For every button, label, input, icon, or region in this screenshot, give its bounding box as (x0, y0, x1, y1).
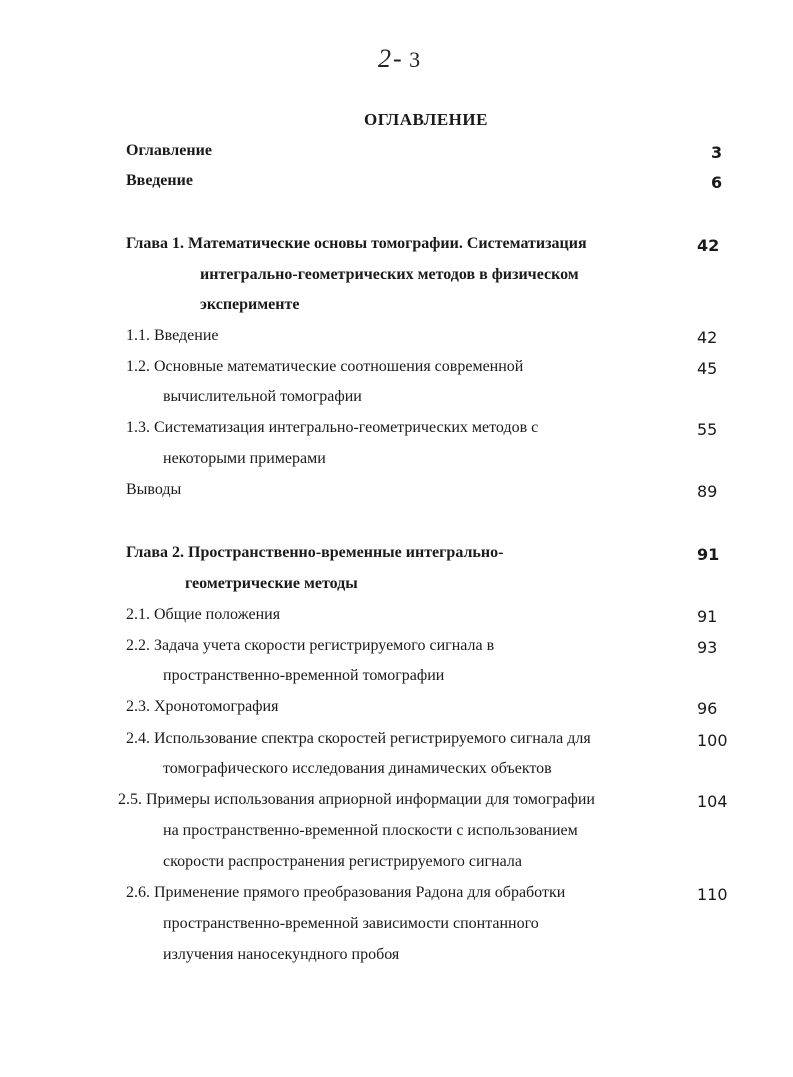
section-2-6-line-3: излучения наносекундного пробоя (163, 946, 400, 963)
section-1-3-line-1: 1.3. Систематизация интегрально-геометрических методов с (126, 419, 539, 436)
section-2-3-page: 96 (697, 699, 718, 718)
toc-title: ОГЛАВЛЕНИЕ (364, 110, 488, 129)
page-number (378, 44, 420, 74)
section-2-2-line-2: пространственно-временной томографии (163, 667, 445, 684)
section-2-6-line-1: 2.6. Применение прямого преобразования Радона для обработки (126, 884, 566, 901)
section-2-2-line-1: 2.2. Задача учета скорости регистрируемого сигнала в (126, 637, 495, 654)
section-2-2-page: 93 (697, 638, 718, 657)
chapter-1-title-line-2: интегрально-геометрических методов в физическом (200, 266, 579, 283)
printed-page-number: 3 (409, 47, 421, 72)
section-1-3-line-2: некоторыми примерами (163, 450, 326, 467)
section-1-1: 1.1. Введение (126, 327, 219, 344)
section-1-2-line-2: вычислительной томографии (163, 388, 362, 405)
section-1-conclusions-page: 89 (697, 482, 718, 501)
handwritten-page-mark: 2- (378, 44, 404, 73)
section-2-6-line-2: пространственно-временной зависимости спонтанного (163, 915, 539, 932)
toc-page-contents: 3 (711, 143, 723, 162)
section-2-1-page: 91 (697, 607, 718, 626)
section-2-5-line-1: 2.5. Примеры использования априорной информации для томографии (118, 791, 595, 808)
chapter-2-title-line-2: геометрические методы (185, 575, 358, 592)
chapter-1-title-line-3: эксперименте (200, 296, 300, 313)
section-2-5-line-2: на пространственно-временной плоскости с использованием (163, 822, 578, 839)
section-2-6-page: 110 (697, 885, 728, 904)
chapter-2-page: 91 (697, 545, 720, 564)
section-2-5-page: 104 (697, 792, 728, 811)
toc-page-introduction: 6 (711, 173, 723, 192)
chapter-1-title-line-1: Глава 1. Математические основы томографии. Систематизация (126, 235, 587, 252)
section-1-2-page: 45 (697, 359, 718, 378)
section-2-4-page: 100 (697, 731, 728, 750)
chapter-1-page: 42 (697, 236, 720, 255)
section-2-4-line-2: томографического исследования динамических объектов (163, 760, 552, 777)
section-1-1-page: 42 (697, 328, 718, 347)
toc-entry-contents: Оглавление (126, 142, 212, 159)
section-1-2-line-1: 1.2. Основные математические соотношения современной (126, 358, 524, 375)
chapter-2-title-line-1: Глава 2. Пространственно-временные интегрально- (126, 544, 504, 561)
section-1-conclusions: Выводы (126, 481, 182, 498)
toc-entry-introduction: Введение (126, 172, 193, 189)
section-2-3: 2.3. Хронотомография (126, 698, 279, 715)
section-2-5-line-3: скорости распространения регистрируемого сигнала (163, 853, 522, 870)
section-1-3-page: 55 (697, 420, 718, 439)
section-2-4-line-1: 2.4. Использование спектра скоростей регистрируемого сигнала для (126, 730, 591, 747)
section-2-1: 2.1. Общие положения (126, 606, 281, 623)
